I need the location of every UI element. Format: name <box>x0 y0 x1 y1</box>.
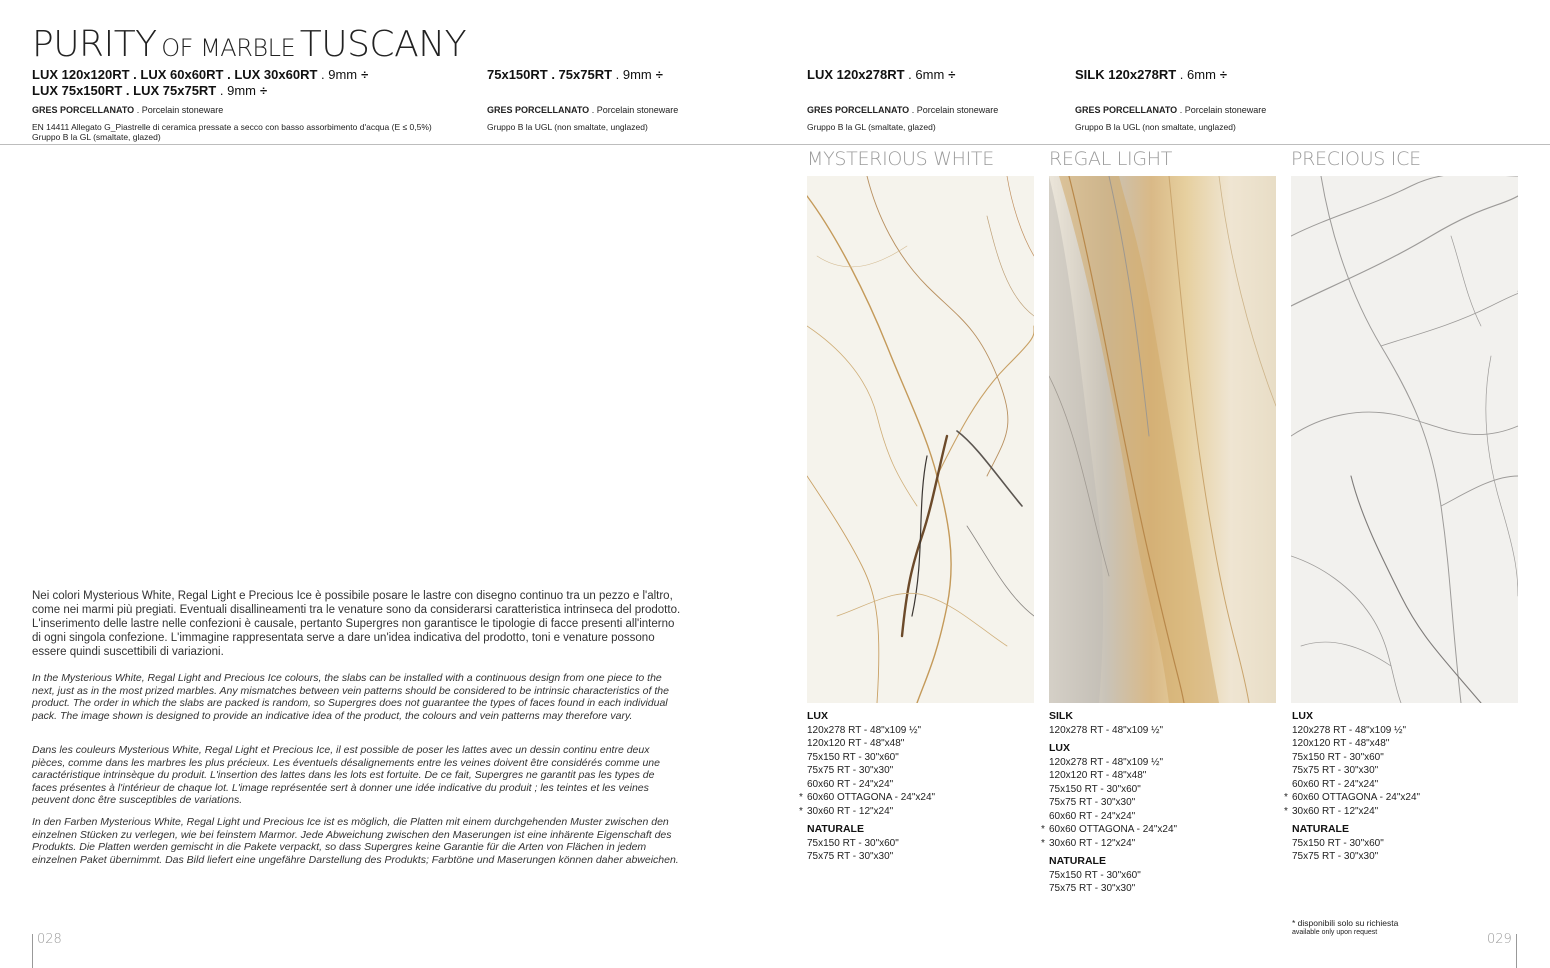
color-name-precious-ice: PRECIOUS ICE <box>1291 148 1421 170</box>
size-item: 75x75 RT - 30"x30" <box>1292 765 1379 776</box>
marble-swatch-mysterious-white <box>807 176 1034 703</box>
size-item: 60x60 RT - 24"x24" <box>807 778 894 790</box>
spec-note: Gruppo B la GL (smaltate, glazed) <box>807 122 936 132</box>
material-line: GRES PORCELLANATO . Porcelain stoneware <box>1075 105 1267 115</box>
availability-footnote: * disponibili solo su richiesta available only upon request <box>1292 918 1399 936</box>
paragraph-english: In the Mysterious White, Regal Light and Precious Ice colours, the slabs can be installed with a continuous design from one piece to the next, just as in the most prized marbles. Any mismatches between vein patterns should be considered to be intrinsic characteristics of the product. The order in which the slabs are packed is random, so Supergres does not guarantee the types of faces found in each individual pack. The image shown is designed to provide an indicative idea of the product, the colours and vein patterns may therefore vary. <box>32 672 669 722</box>
size-item: 75x75 RT - 30"x30" <box>1292 851 1379 862</box>
spec-block-3 <box>807 67 998 132</box>
finish-label: NATURALE <box>1292 823 1349 835</box>
size-item: 120x120 RT - 48"x48" <box>807 738 905 749</box>
material-line: GRES PORCELLANATO . Porcelain stoneware <box>487 105 679 115</box>
size-item: * 60x60 OTTAGONA - 24"x24" <box>799 792 936 803</box>
page-title <box>32 24 466 65</box>
size-item: * 30x60 RT - 12"x24" <box>1284 805 1379 817</box>
size-item: 120x278 RT - 48"x109 ½" <box>807 724 922 736</box>
spec-note: Gruppo B la UGL (non smaltate, unglazed) <box>487 122 648 132</box>
size-item: 120x278 RT - 48"x109 ½" <box>1049 756 1164 768</box>
spec-line: LUX 120x120RT . LUX 60x60RT . LUX 30x60RT . 9mm ÷ <box>32 67 369 82</box>
spec-block-2 <box>487 67 678 132</box>
size-item: * 60x60 OTTAGONA - 24"x24" <box>1041 824 1178 835</box>
paragraph-french: Dans les couleurs Mysterious White, Regal Light et Precious Ice, il est possible de poser les lattes avec un dessin continu entre deux pièces, comme dans les marbres les plus précieux. Les éventuels désalignements entre les veines doivent être considérés comme une caractéristique intrinsèque du produit. L'insertion des lattes dans les lots est fortuite. De ce fait, Supergres ne garantit pas les types de faces présentes à l'intérieur de chaque lot. L'image représentée sert à donner une idée indicative du produit ; les teintes et les veines peuvent donc être susceptibles de variations. <box>32 744 660 806</box>
finish-label: NATURALE <box>807 823 864 835</box>
finish-label: LUX <box>1292 710 1313 722</box>
size-item: 75x150 RT - 30"x60" <box>1292 751 1384 763</box>
color-name-regal-light: REGAL LIGHT <box>1049 148 1173 170</box>
title-part-3: TUSCANY <box>299 24 467 65</box>
size-item: * 30x60 RT - 12"x24" <box>1041 837 1136 849</box>
size-item: 75x150 RT - 30"x60" <box>1049 869 1141 881</box>
size-item: 75x150 RT - 30"x60" <box>807 751 899 763</box>
size-item: * 30x60 RT - 12"x24" <box>799 805 894 817</box>
spec-line: LUX 120x278RT . 6mm ÷ <box>807 67 956 82</box>
size-item: 60x60 RT - 24"x24" <box>1049 810 1136 822</box>
size-item: 75x75 RT - 30"x30" <box>1049 797 1136 808</box>
size-item: 75x75 RT - 30"x30" <box>807 851 894 862</box>
title-part-1: PURITY <box>32 24 157 65</box>
thickness-icon: ÷ <box>361 67 369 82</box>
paragraph-german: In den Farben Mysterious White, Regal Light und Precious Ice ist es möglich, die Platten mit einem durchgehenden Muster zwischen den einzelnen Stücken zu verlegen, wie bei feinstem Marmor. Jede Abweichung zwischen den Maserungen ist eine inhärente Eigenschaft des Produkts. Die Platten werden gemischt in die Pakete verpackt, so dass Supergres keine Garantie für die Arten von Flächen in jedem einzelnen Paket übernimmt. Das Bild liefert eine ungefähre Darstellung des Produkts; Farbtöne und Maserungen können daher abweichen. <box>32 816 679 866</box>
size-item: * 60x60 OTTAGONA - 24"x24" <box>1284 792 1421 803</box>
marble-swatch-regal-light <box>1049 176 1276 703</box>
paragraph-italian: Nei colori Mysterious White, Regal Light e Precious Ice è possibile posare le lastre con disegno continuo tra un pezzo e l'altro, come nei marmi più pregiati. Eventuali disallineamenti tra le venature sono da considerarsi caratteristica intrinseca del prodotto. L'inserimento delle lastre nelle confezioni è causale, pertanto Supergres non garantisce le tipologie di facce presenti all'interno di ogni singola confezione. L'immagine rappresentata serve a dare un'idea indicativa del prodotto, toni e venature possono essere quindi suscettibili di variazioni. <box>32 590 681 658</box>
material-line: GRES PORCELLANATO . Porcelain stoneware <box>32 105 224 115</box>
finish-label: SILK <box>1049 710 1073 722</box>
page-number-left: 028 <box>37 932 62 947</box>
header-divider <box>0 144 1550 145</box>
size-item: 75x75 RT - 30"x30" <box>807 765 894 776</box>
size-item: 120x120 RT - 48"x48" <box>1292 738 1390 749</box>
size-list-precious-ice <box>1284 710 1532 864</box>
page-marker-left <box>32 934 33 968</box>
spec-block-1 <box>32 67 432 142</box>
size-item: 75x150 RT - 30"x60" <box>807 837 899 849</box>
finish-label: NATURALE <box>1049 855 1106 867</box>
spec-line: SILK 120x278RT . 6mm ÷ <box>1075 67 1228 82</box>
size-item: 75x75 RT - 30"x30" <box>1049 883 1136 894</box>
page-number-right: 029 <box>1487 932 1512 947</box>
finish-label: LUX <box>807 710 828 722</box>
thickness-icon: ÷ <box>948 67 956 82</box>
spec-line: 75x150RT . 75x75RT . 9mm ÷ <box>487 67 663 82</box>
page-marker-right <box>1516 934 1517 968</box>
marble-swatch-precious-ice <box>1291 176 1518 703</box>
size-item: 75x150 RT - 30"x60" <box>1292 837 1384 849</box>
size-list-mysterious-white <box>799 710 1047 864</box>
size-item: 120x278 RT - 48"x109 ½" <box>1049 724 1164 736</box>
finish-label: LUX <box>1049 742 1070 754</box>
color-name-mysterious-white: MYSTERIOUS WHITE <box>807 148 994 170</box>
spec-note: EN 14411 Allegato G_Piastrelle di ceramica pressate a secco con basso assorbimento d'acqua (E ≤ 0,5%) Gruppo B la GL (smaltate, glazed) <box>32 122 432 142</box>
thickness-icon: ÷ <box>259 83 268 98</box>
thickness-icon: ÷ <box>655 67 663 82</box>
spec-block-4 <box>1075 67 1266 132</box>
size-item: 75x150 RT - 30"x60" <box>1049 783 1141 795</box>
size-list-regal-light <box>1041 710 1289 896</box>
size-item: 120x278 RT - 48"x109 ½" <box>1292 724 1407 736</box>
spec-line: LUX 75x150RT . LUX 75x75RT . 9mm ÷ <box>32 83 268 98</box>
size-item: 60x60 RT - 24"x24" <box>1292 778 1379 790</box>
size-item: 120x120 RT - 48"x48" <box>1049 770 1147 781</box>
thickness-icon: ÷ <box>1219 67 1228 82</box>
title-part-2: OF MARBLE <box>161 34 296 62</box>
spec-note: Gruppo B la UGL (non smaltate, unglazed) <box>1075 122 1236 132</box>
material-line: GRES PORCELLANATO . Porcelain stoneware <box>807 105 999 115</box>
